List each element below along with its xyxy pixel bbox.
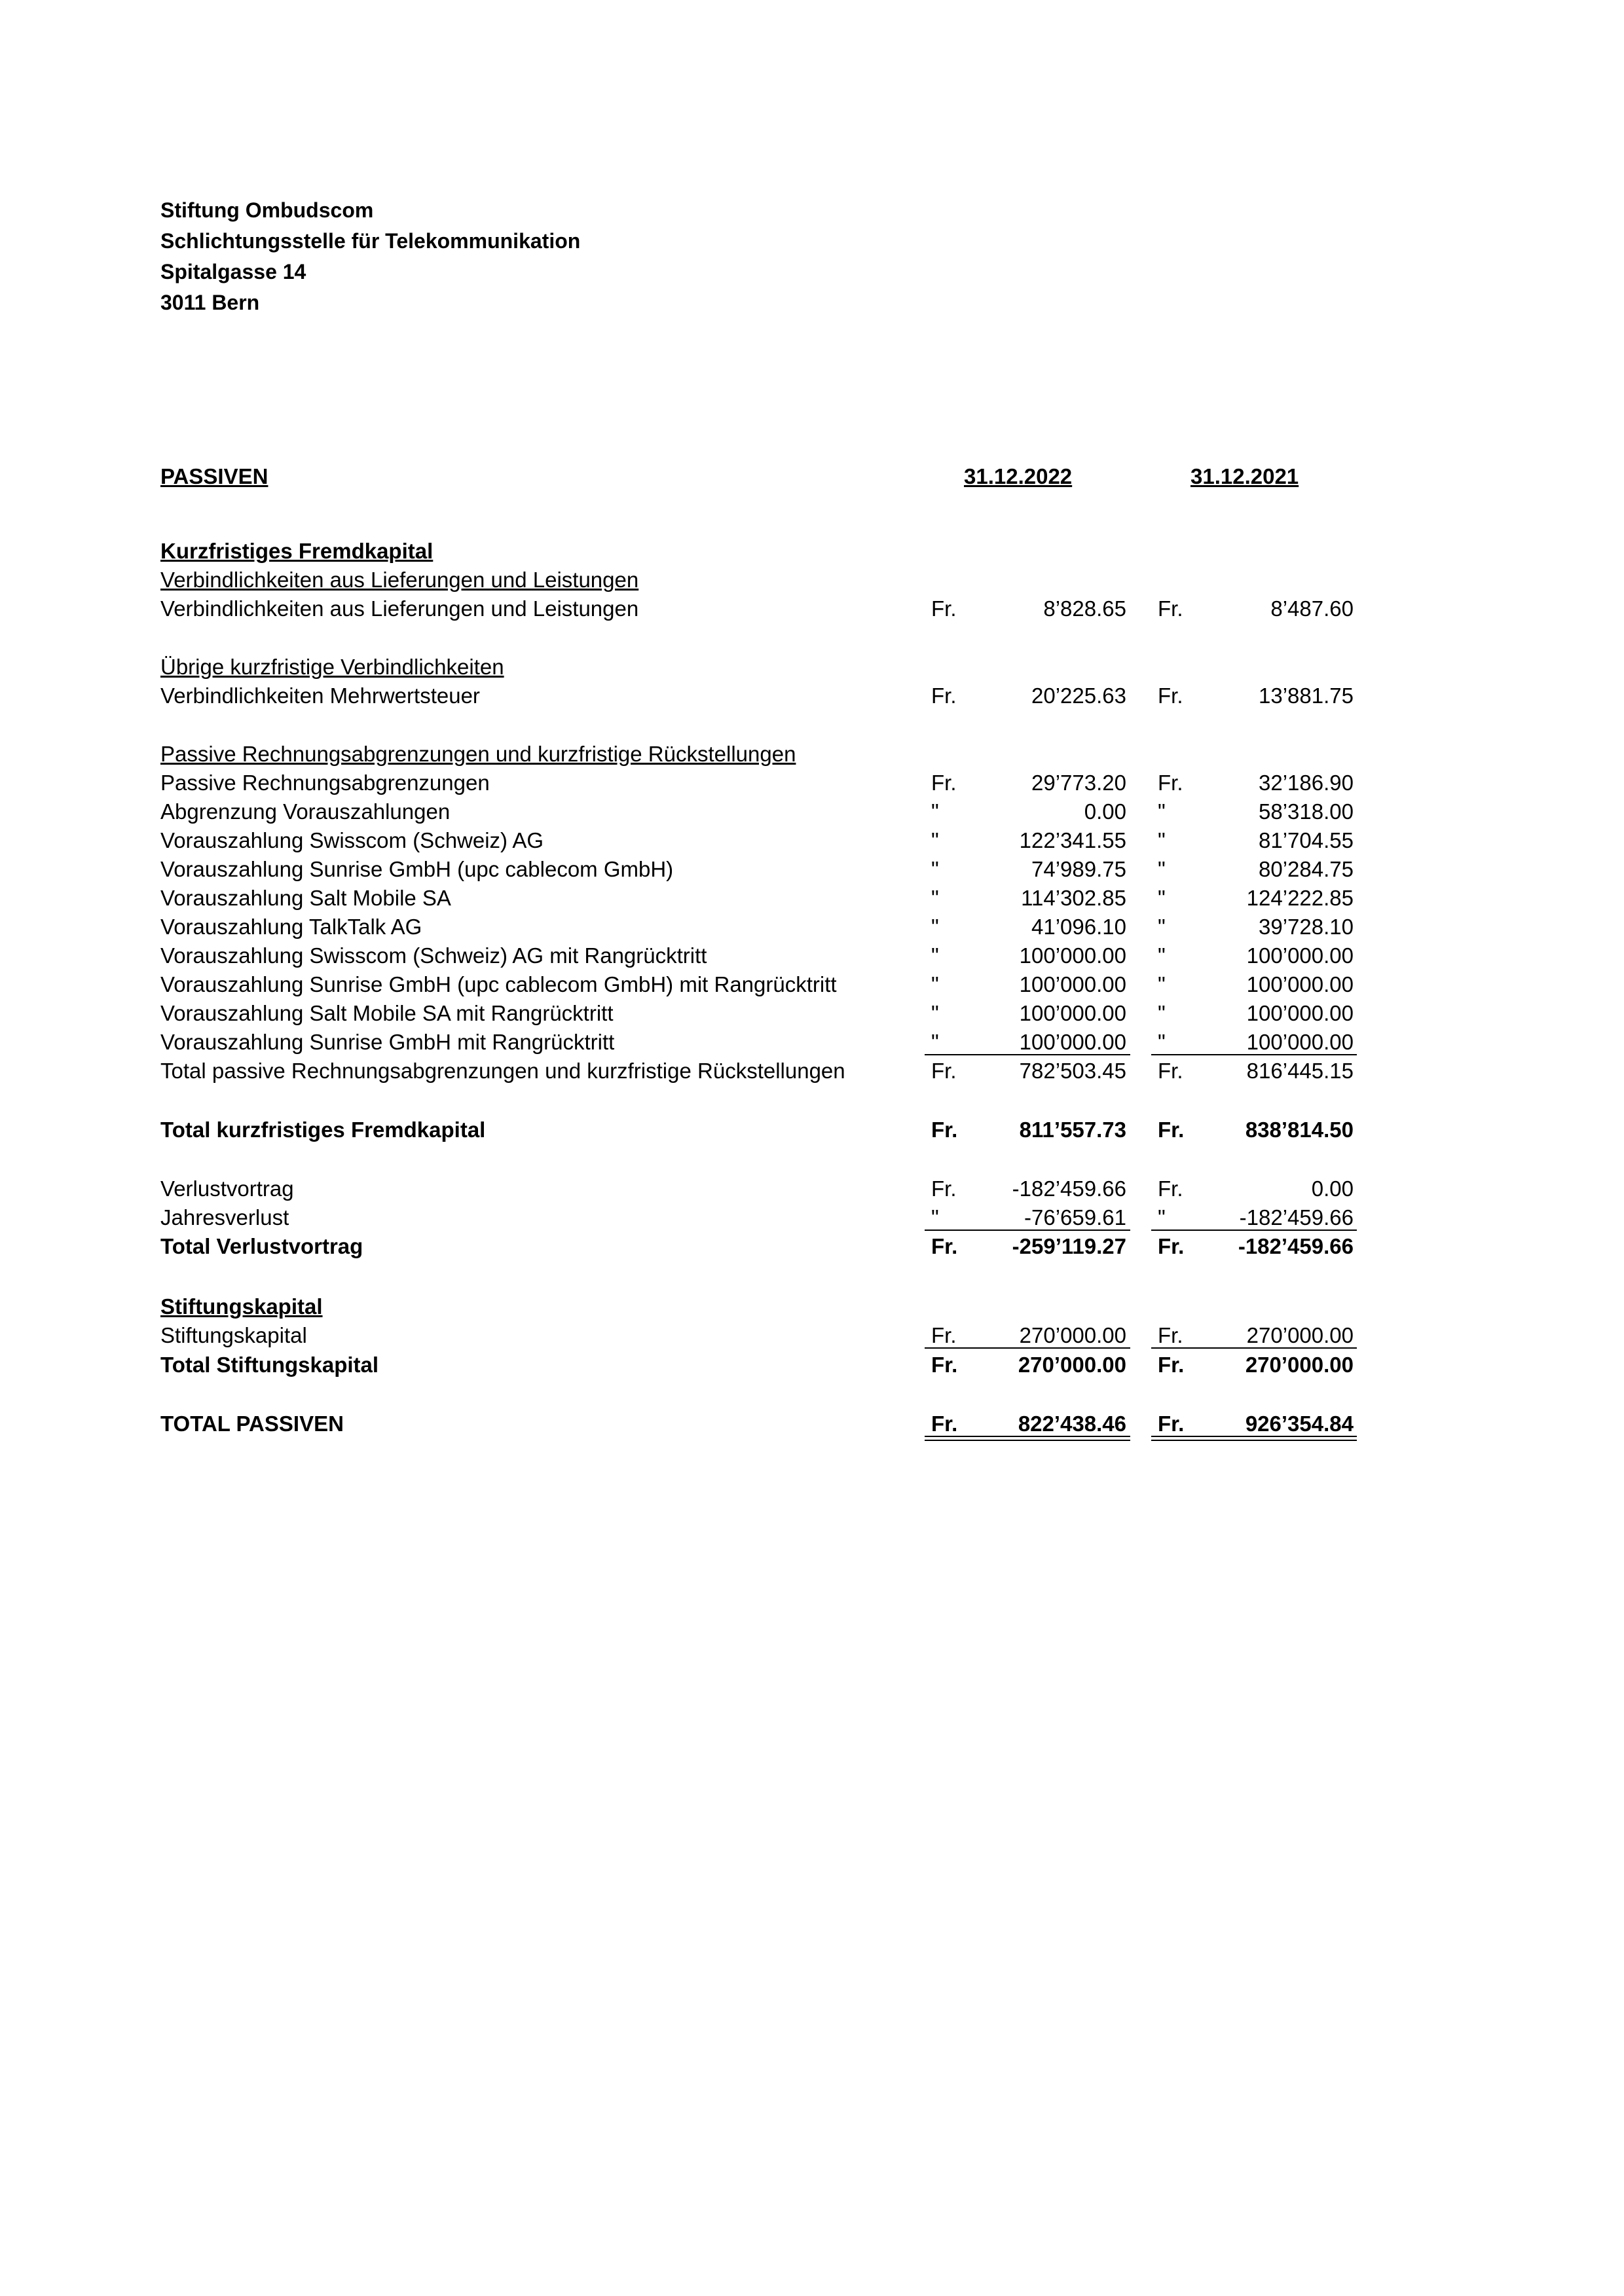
table-row: [0, 594, 1624, 623]
amount-2021: 838’814.50: [1245, 1118, 1354, 1142]
column-header-2022: 31.12.2022: [964, 464, 1073, 488]
amount-2021: 926’354.84: [1245, 1412, 1354, 1436]
row-label: Verbindlichkeiten aus Lieferungen und Leistungen: [160, 568, 639, 592]
subtotal-rule: [1151, 1230, 1357, 1231]
currency-2022: ": [931, 972, 939, 996]
currency-2022: ": [931, 1001, 939, 1025]
amount-2022: 20’225.63: [1031, 683, 1126, 708]
currency-2021: ": [1158, 857, 1166, 881]
table-row: [0, 653, 1624, 682]
currency-2021: ": [1158, 972, 1166, 996]
currency-2022: Fr.: [931, 771, 957, 795]
currency-2022: ": [931, 886, 939, 910]
row-label: Stiftungskapital: [160, 1323, 307, 1347]
amount-2022: 8’828.65: [1043, 596, 1126, 621]
row-label: Total Verlustvortrag: [160, 1234, 363, 1258]
amount-2022: 100’000.00: [1019, 1001, 1126, 1025]
currency-2021: Fr.: [1158, 1118, 1185, 1142]
column-header-2021: 31.12.2021: [1190, 464, 1299, 488]
subtotal-rule: [1151, 1054, 1357, 1055]
table-row: [0, 769, 1624, 797]
organization-subtitle: Schlichtungsstelle für Telekommunikation: [160, 229, 581, 253]
street-address: Spitalgasse 14: [160, 260, 306, 283]
row-label: Abgrenzung Vorauszahlungen: [160, 799, 451, 824]
amount-2021: 13’881.75: [1259, 683, 1354, 708]
currency-2021: Fr.: [1158, 683, 1183, 708]
table-row: [0, 1028, 1624, 1057]
double-underline-rule: [925, 1436, 1130, 1441]
row-label: Vorauszahlung TalkTalk AG: [160, 915, 422, 939]
row-label: Jahresverlust: [160, 1205, 289, 1230]
amount-2022: 41’096.10: [1031, 915, 1126, 939]
row-label: Passive Rechnungsabgrenzungen: [160, 771, 490, 795]
currency-2021: Fr.: [1158, 771, 1183, 795]
row-label: Kurzfristiges Fremdkapital: [160, 539, 434, 563]
table-row: [0, 1410, 1624, 1438]
row-label: Übrige kurzfristige Verbindlichkeiten: [160, 655, 504, 679]
table-row: [0, 537, 1624, 566]
organization-name: Stiftung Ombudscom: [160, 198, 374, 222]
currency-2022: ": [931, 828, 939, 852]
table-row: [0, 970, 1624, 999]
row-label: Vorauszahlung Salt Mobile SA mit Rangrücktritt: [160, 1001, 614, 1025]
currency-2021: ": [1158, 1001, 1166, 1025]
table-row: [0, 884, 1624, 913]
amount-2022: 100’000.00: [1019, 943, 1126, 968]
table-row: [0, 999, 1624, 1028]
table-row: [0, 855, 1624, 884]
row-label: Passive Rechnungsabgrenzungen und kurzfristige Rückstellungen: [160, 742, 796, 766]
amount-2022: 822’438.46: [1018, 1412, 1126, 1436]
amount-2021: 39’728.10: [1259, 915, 1354, 939]
row-label: Total Stiftungskapital: [160, 1353, 379, 1377]
amount-2021: 124’222.85: [1246, 886, 1354, 910]
row-label: Vorauszahlung Sunrise GmbH mit Rangrücktritt: [160, 1030, 615, 1054]
amount-2022: 270’000.00: [1019, 1323, 1126, 1347]
amount-2021: 100’000.00: [1246, 1001, 1354, 1025]
currency-2022: ": [931, 1030, 939, 1054]
amount-2021: 100’000.00: [1246, 1030, 1354, 1054]
amount-2022: 100’000.00: [1019, 972, 1126, 996]
row-label: Vorauszahlung Sunrise GmbH (upc cablecom GmbH): [160, 857, 674, 881]
amount-2022: 270’000.00: [1018, 1353, 1126, 1377]
section-title: PASSIVEN: [160, 464, 268, 488]
table-row: [0, 682, 1624, 710]
table-row: [0, 797, 1624, 826]
currency-2022: Fr.: [931, 1234, 958, 1258]
table-row: [0, 1321, 1624, 1350]
currency-2022: Fr.: [931, 1353, 958, 1377]
amount-2021: 100’000.00: [1246, 972, 1354, 996]
amount-2021: 100’000.00: [1246, 943, 1354, 968]
table-row: [0, 913, 1624, 941]
table-row: [0, 1175, 1624, 1203]
amount-2022: -259’119.27: [1012, 1234, 1126, 1258]
amount-2022: 782’503.45: [1019, 1059, 1126, 1083]
row-label: Total passive Rechnungsabgrenzungen und kurzfristige Rückstellungen: [160, 1059, 845, 1083]
table-row: [0, 740, 1624, 769]
currency-2022: Fr.: [931, 1412, 958, 1436]
currency-2021: ": [1158, 799, 1166, 824]
currency-2021: ": [1158, 943, 1166, 968]
currency-2021: Fr.: [1158, 1412, 1185, 1436]
subtotal-rule: [925, 1230, 1130, 1231]
table-row: [0, 941, 1624, 970]
currency-2021: ": [1158, 886, 1166, 910]
row-label: Vorauszahlung Swisscom (Schweiz) AG: [160, 828, 544, 852]
row-label: Vorauszahlung Salt Mobile SA: [160, 886, 451, 910]
currency-2021: ": [1158, 1205, 1166, 1230]
subtotal-rule: [925, 1054, 1130, 1055]
amount-2022: -182’459.66: [1012, 1176, 1126, 1201]
amount-2022: 29’773.20: [1031, 771, 1126, 795]
amount-2021: 80’284.75: [1259, 857, 1354, 881]
currency-2022: ": [931, 915, 939, 939]
amount-2022: 100’000.00: [1019, 1030, 1126, 1054]
table-row: [0, 826, 1624, 855]
row-label: Verbindlichkeiten Mehrwertsteuer: [160, 683, 480, 708]
currency-2021: Fr.: [1158, 1059, 1183, 1083]
table-row: [0, 1203, 1624, 1232]
double-underline-rule: [1151, 1436, 1357, 1441]
row-label: Verlustvortrag: [160, 1176, 294, 1201]
subtotal-rule: [925, 1347, 1130, 1349]
amount-2021: 8’487.60: [1270, 596, 1354, 621]
currency-2022: Fr.: [931, 1176, 957, 1201]
currency-2021: Fr.: [1158, 596, 1183, 621]
table-row: [0, 1232, 1624, 1261]
currency-2021: ": [1158, 1030, 1166, 1054]
amount-2021: 816’445.15: [1246, 1059, 1354, 1083]
row-label: Vorauszahlung Swisscom (Schweiz) AG mit Rangrücktritt: [160, 943, 707, 968]
currency-2021: Fr.: [1158, 1234, 1185, 1258]
currency-2022: ": [931, 857, 939, 881]
table-row: [0, 1057, 1624, 1085]
currency-2021: Fr.: [1158, 1176, 1183, 1201]
amount-2022: 0.00: [1084, 799, 1126, 824]
row-label: Stiftungskapital: [160, 1294, 323, 1319]
row-label: Vorauszahlung Sunrise GmbH (upc cablecom GmbH) mit Rangrücktritt: [160, 972, 837, 996]
amount-2021: 270’000.00: [1246, 1323, 1354, 1347]
currency-2022: Fr.: [931, 683, 957, 708]
amount-2022: 122’341.55: [1019, 828, 1126, 852]
amount-2022: 811’557.73: [1019, 1118, 1126, 1142]
currency-2021: Fr.: [1158, 1353, 1185, 1377]
currency-2022: ": [931, 1205, 939, 1230]
amount-2021: 270’000.00: [1245, 1353, 1354, 1377]
table-row: [0, 1116, 1624, 1144]
currency-2021: ": [1158, 828, 1166, 852]
currency-2022: Fr.: [931, 1323, 957, 1347]
row-label: Total kurzfristiges Fremdkapital: [160, 1118, 486, 1142]
currency-2022: Fr.: [931, 1059, 957, 1083]
table-row: [0, 1351, 1624, 1379]
amount-2021: -182’459.66: [1239, 1205, 1354, 1230]
amount-2022: -76’659.61: [1024, 1205, 1126, 1230]
table-row: [0, 1292, 1624, 1321]
amount-2022: 74’989.75: [1031, 857, 1126, 881]
currency-2022: Fr.: [931, 1118, 958, 1142]
amount-2021: 32’186.90: [1259, 771, 1354, 795]
currency-2022: ": [931, 943, 939, 968]
row-label: Verbindlichkeiten aus Lieferungen und Leistungen: [160, 596, 639, 621]
currency-2021: Fr.: [1158, 1323, 1183, 1347]
amount-2021: -182’459.66: [1238, 1234, 1354, 1258]
currency-2021: ": [1158, 915, 1166, 939]
currency-2022: ": [931, 799, 939, 824]
table-row: [0, 566, 1624, 594]
subtotal-rule: [1151, 1347, 1357, 1349]
row-label: TOTAL PASSIVEN: [160, 1412, 344, 1436]
amount-2021: 81’704.55: [1259, 828, 1354, 852]
postal-city: 3011 Bern: [160, 291, 260, 314]
amount-2022: 114’302.85: [1021, 886, 1126, 910]
amount-2021: 58’318.00: [1259, 799, 1354, 824]
amount-2021: 0.00: [1311, 1176, 1354, 1201]
currency-2022: Fr.: [931, 596, 957, 621]
